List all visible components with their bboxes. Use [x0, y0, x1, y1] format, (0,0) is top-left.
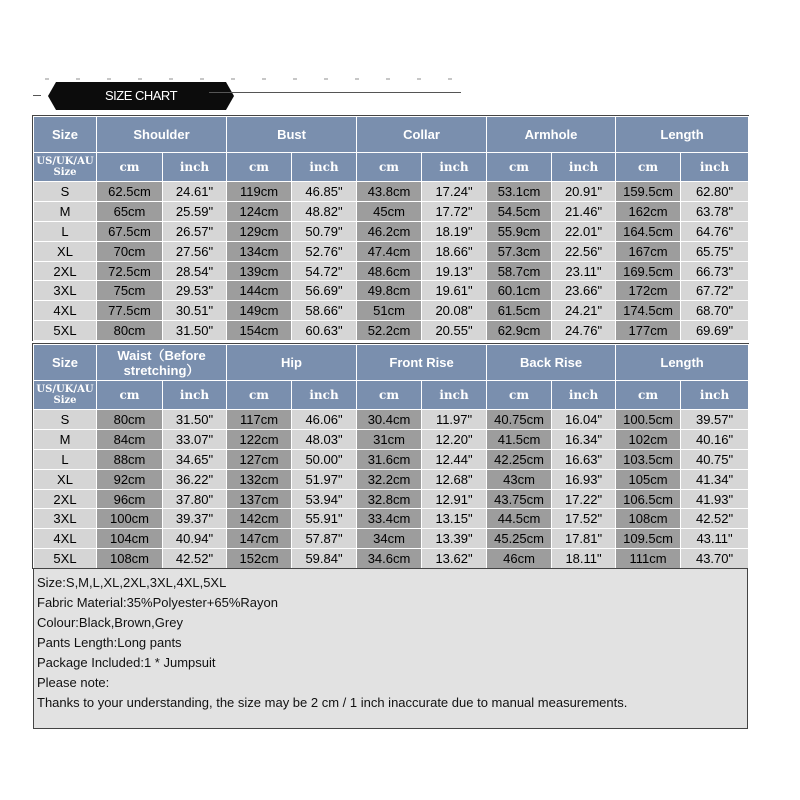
inch-value: 54.72": [292, 261, 357, 281]
inch-value: 63.78": [681, 201, 749, 221]
header-row: [34, 117, 749, 153]
group-header: Waist（Before stretching）: [97, 345, 227, 381]
note-line: Size:S,M,L,XL,2XL,3XL,4XL,5XL: [37, 575, 227, 590]
cm-value: 70cm: [97, 241, 163, 261]
cm-value: 48.6cm: [357, 261, 422, 281]
inch-value: 65.75": [681, 241, 749, 261]
inch-value: 18.11": [552, 549, 616, 569]
cm-value: 108cm: [616, 509, 681, 529]
inch-value: 69.69": [681, 321, 749, 341]
size-cell: M: [34, 201, 97, 221]
inch-value: 24.21": [552, 301, 616, 321]
table-row: [34, 221, 749, 241]
inch-value: 29.53": [163, 281, 227, 301]
cm-value: 46cm: [487, 549, 552, 569]
size-cell: 3XL: [34, 509, 97, 529]
size-cell: 5XL: [34, 321, 97, 341]
cm-value: 134cm: [227, 241, 292, 261]
inch-value: 13.15": [422, 509, 487, 529]
title-right-line: [209, 92, 461, 93]
group-header: Shoulder: [97, 117, 227, 153]
inch-value: 46.85": [292, 182, 357, 202]
inch-value: 64.76": [681, 221, 749, 241]
unit-label-cm: cm: [357, 381, 422, 410]
inch-value: 21.46": [552, 201, 616, 221]
table-row: [34, 301, 749, 321]
size-header: Size: [34, 117, 97, 153]
cm-value: 77.5cm: [97, 301, 163, 321]
table-row: [34, 410, 749, 430]
cm-value: 53.1cm: [487, 182, 552, 202]
table-row: [34, 241, 749, 261]
table-row: [34, 549, 749, 569]
inch-value: 31.50": [163, 410, 227, 430]
size-cell: 2XL: [34, 261, 97, 281]
note-line: Thanks to your understanding, the size may be 2 cm / 1 inch inaccurate due to manual measurements.: [37, 695, 628, 710]
cm-value: 96cm: [97, 489, 163, 509]
cm-value: 60.1cm: [487, 281, 552, 301]
cm-value: 45cm: [357, 201, 422, 221]
cm-value: 43cm: [487, 469, 552, 489]
inch-value: 12.20": [422, 429, 487, 449]
unit-label-inch: inch: [681, 381, 749, 410]
table-row: [34, 429, 749, 449]
inch-value: 31.50": [163, 321, 227, 341]
inch-value: 22.56": [552, 241, 616, 261]
inch-value: 27.56": [163, 241, 227, 261]
group-header: Length: [616, 345, 749, 381]
inch-value: 41.93": [681, 489, 749, 509]
inch-value: 17.81": [552, 529, 616, 549]
inch-value: 48.82": [292, 201, 357, 221]
inch-value: 50.79": [292, 221, 357, 241]
group-header: Hip: [227, 345, 357, 381]
group-header: Armhole: [487, 117, 616, 153]
inch-value: 40.94": [163, 529, 227, 549]
inch-value: 42.52": [681, 509, 749, 529]
cm-value: 31cm: [357, 429, 422, 449]
cm-value: 103.5cm: [616, 449, 681, 469]
inch-value: 55.91": [292, 509, 357, 529]
cm-value: 72.5cm: [97, 261, 163, 281]
inch-value: 18.66": [422, 241, 487, 261]
size-system-header: US/UK/AU Size: [34, 381, 97, 410]
cm-value: 111cm: [616, 549, 681, 569]
header-row: [34, 345, 749, 381]
group-header: Bust: [227, 117, 357, 153]
inch-value: 12.68": [422, 469, 487, 489]
cm-value: 144cm: [227, 281, 292, 301]
inch-value: 17.22": [552, 489, 616, 509]
cm-value: 127cm: [227, 449, 292, 469]
unit-label-cm: cm: [487, 153, 552, 182]
title-left-line: [33, 95, 41, 96]
cm-value: 43.75cm: [487, 489, 552, 509]
size-header: Size: [34, 345, 97, 381]
inch-value: 17.24": [422, 182, 487, 202]
cm-value: 132cm: [227, 469, 292, 489]
inch-value: 62.80": [681, 182, 749, 202]
inch-value: 40.16": [681, 429, 749, 449]
cm-value: 67.5cm: [97, 221, 163, 241]
cm-value: 45.25cm: [487, 529, 552, 549]
inch-value: 19.61": [422, 281, 487, 301]
table-row: [34, 261, 749, 281]
cm-value: 62.5cm: [97, 182, 163, 202]
cm-value: 154cm: [227, 321, 292, 341]
table-row: [34, 529, 749, 549]
cm-value: 164.5cm: [616, 221, 681, 241]
inch-value: 20.91": [552, 182, 616, 202]
cm-value: 75cm: [97, 281, 163, 301]
size-cell: 3XL: [34, 281, 97, 301]
inch-value: 66.73": [681, 261, 749, 281]
inch-value: 13.62": [422, 549, 487, 569]
size-cell: S: [34, 182, 97, 202]
inch-value: 50.00": [292, 449, 357, 469]
inch-value: 60.63": [292, 321, 357, 341]
cm-value: 31.6cm: [357, 449, 422, 469]
inch-value: 34.65": [163, 449, 227, 469]
cm-value: 167cm: [616, 241, 681, 261]
note-line: Please note:: [37, 675, 110, 690]
inch-value: 39.37": [163, 509, 227, 529]
size-cell: 4XL: [34, 301, 97, 321]
unit-row: [34, 381, 749, 410]
unit-label-inch: inch: [163, 153, 227, 182]
cm-value: 149cm: [227, 301, 292, 321]
inch-value: 56.69": [292, 281, 357, 301]
group-header: Length: [616, 117, 749, 153]
inch-value: 20.55": [422, 321, 487, 341]
cm-value: 106.5cm: [616, 489, 681, 509]
cm-value: 100cm: [97, 509, 163, 529]
inch-value: 48.03": [292, 429, 357, 449]
cm-value: 92cm: [97, 469, 163, 489]
cm-value: 104cm: [97, 529, 163, 549]
unit-label-cm: cm: [357, 153, 422, 182]
size-cell: XL: [34, 469, 97, 489]
inch-value: 12.91": [422, 489, 487, 509]
cm-value: 147cm: [227, 529, 292, 549]
title-badge: [56, 82, 226, 110]
unit-label-cm: cm: [227, 381, 292, 410]
cm-value: 51cm: [357, 301, 422, 321]
inch-value: 18.19": [422, 221, 487, 241]
unit-label-cm: cm: [227, 153, 292, 182]
table-row: [34, 281, 749, 301]
inch-value: 24.76": [552, 321, 616, 341]
inch-value: 25.59": [163, 201, 227, 221]
unit-label-inch: inch: [552, 381, 616, 410]
table-row: [34, 509, 749, 529]
size-cell: L: [34, 221, 97, 241]
unit-label-cm: cm: [97, 381, 163, 410]
table-row: [34, 201, 749, 221]
inch-value: 26.57": [163, 221, 227, 241]
cm-value: 57.3cm: [487, 241, 552, 261]
cm-value: 169.5cm: [616, 261, 681, 281]
cm-value: 32.2cm: [357, 469, 422, 489]
cm-value: 139cm: [227, 261, 292, 281]
inch-value: 52.76": [292, 241, 357, 261]
cm-value: 47.4cm: [357, 241, 422, 261]
cm-value: 34.6cm: [357, 549, 422, 569]
cm-value: 84cm: [97, 429, 163, 449]
inch-value: 16.63": [552, 449, 616, 469]
inch-value: 43.70": [681, 549, 749, 569]
inch-value: 17.52": [552, 509, 616, 529]
inch-value: 16.04": [552, 410, 616, 430]
cm-value: 102cm: [616, 429, 681, 449]
table-row: [34, 489, 749, 509]
inch-value: 33.07": [163, 429, 227, 449]
unit-label-inch: inch: [422, 153, 487, 182]
cm-value: 54.5cm: [487, 201, 552, 221]
cm-value: 108cm: [97, 549, 163, 569]
cm-value: 80cm: [97, 410, 163, 430]
inch-value: 19.13": [422, 261, 487, 281]
inch-value: 36.22": [163, 469, 227, 489]
size-cell: M: [34, 429, 97, 449]
group-header: Collar: [357, 117, 487, 153]
inch-value: 24.61": [163, 182, 227, 202]
inch-value: 58.66": [292, 301, 357, 321]
cm-value: 55.9cm: [487, 221, 552, 241]
cm-value: 122cm: [227, 429, 292, 449]
inch-value: 13.39": [422, 529, 487, 549]
inch-value: 68.70": [681, 301, 749, 321]
size-cell: 5XL: [34, 549, 97, 569]
cm-value: 33.4cm: [357, 509, 422, 529]
cm-value: 142cm: [227, 509, 292, 529]
inch-value: 59.84": [292, 549, 357, 569]
cm-value: 32.8cm: [357, 489, 422, 509]
cm-value: 49.8cm: [357, 281, 422, 301]
unit-label-inch: inch: [163, 381, 227, 410]
cm-value: 105cm: [616, 469, 681, 489]
unit-label-inch: inch: [292, 381, 357, 410]
cm-value: 42.25cm: [487, 449, 552, 469]
bottom-size-table: [33, 344, 749, 569]
cm-value: 117cm: [227, 410, 292, 430]
inch-value: 51.97": [292, 469, 357, 489]
unit-label-cm: cm: [616, 153, 681, 182]
table-row: [34, 449, 749, 469]
inch-value: 42.52": [163, 549, 227, 569]
inch-value: 37.80": [163, 489, 227, 509]
cm-value: 65cm: [97, 201, 163, 221]
note-line: Package Included:1 * Jumpsuit: [37, 655, 216, 670]
table-row: [34, 182, 749, 202]
inch-value: 23.66": [552, 281, 616, 301]
cm-value: 100.5cm: [616, 410, 681, 430]
cm-value: 40.75cm: [487, 410, 552, 430]
cm-value: 44.5cm: [487, 509, 552, 529]
cm-value: 41.5cm: [487, 429, 552, 449]
cm-value: 30.4cm: [357, 410, 422, 430]
inch-value: 12.44": [422, 449, 487, 469]
cm-value: 109.5cm: [616, 529, 681, 549]
inch-value: 53.94": [292, 489, 357, 509]
unit-label-inch: inch: [422, 381, 487, 410]
unit-label-inch: inch: [681, 153, 749, 182]
inch-value: 39.57": [681, 410, 749, 430]
inch-value: 30.51": [163, 301, 227, 321]
inch-value: 16.93": [552, 469, 616, 489]
top-size-table: [33, 116, 749, 341]
size-cell: S: [34, 410, 97, 430]
table-row: [34, 469, 749, 489]
cm-value: 34cm: [357, 529, 422, 549]
inch-value: 40.75": [681, 449, 749, 469]
group-header: Front Rise: [357, 345, 487, 381]
cm-value: 152cm: [227, 549, 292, 569]
unit-row: [34, 153, 749, 182]
inch-value: 22.01": [552, 221, 616, 241]
unit-label-inch: inch: [552, 153, 616, 182]
size-cell: L: [34, 449, 97, 469]
inch-value: 17.72": [422, 201, 487, 221]
cm-value: 177cm: [616, 321, 681, 341]
inch-value: 20.08": [422, 301, 487, 321]
inch-value: 23.11": [552, 261, 616, 281]
inch-value: 43.11": [681, 529, 749, 549]
inch-value: 41.34": [681, 469, 749, 489]
cm-value: 162cm: [616, 201, 681, 221]
size-chart-title-bar: [33, 80, 461, 114]
size-system-header: US/UK/AU Size: [34, 153, 97, 182]
size-cell: XL: [34, 241, 97, 261]
inch-value: 67.72": [681, 281, 749, 301]
cm-value: 172cm: [616, 281, 681, 301]
cm-value: 52.2cm: [357, 321, 422, 341]
inch-value: 28.54": [163, 261, 227, 281]
cm-value: 124cm: [227, 201, 292, 221]
note-line: Colour:Black,Brown,Grey: [37, 615, 183, 630]
cm-value: 88cm: [97, 449, 163, 469]
cm-value: 58.7cm: [487, 261, 552, 281]
size-cell: 4XL: [34, 529, 97, 549]
inch-value: 16.34": [552, 429, 616, 449]
cm-value: 80cm: [97, 321, 163, 341]
inch-value: 11.97": [422, 410, 487, 430]
table-row: [34, 321, 749, 341]
size-cell: 2XL: [34, 489, 97, 509]
cm-value: 129cm: [227, 221, 292, 241]
cm-value: 46.2cm: [357, 221, 422, 241]
inch-value: 57.87": [292, 529, 357, 549]
product-notes: [33, 568, 748, 729]
inch-value: 46.06": [292, 410, 357, 430]
cm-value: 174.5cm: [616, 301, 681, 321]
note-line: Pants Length:Long pants: [37, 635, 182, 650]
unit-label-cm: cm: [97, 153, 163, 182]
page-title: SIZE CHART: [104, 88, 178, 103]
cm-value: 61.5cm: [487, 301, 552, 321]
unit-label-cm: cm: [616, 381, 681, 410]
cm-value: 43.8cm: [357, 182, 422, 202]
cm-value: 137cm: [227, 489, 292, 509]
group-header: Back Rise: [487, 345, 616, 381]
unit-label-cm: cm: [487, 381, 552, 410]
cm-value: 159.5cm: [616, 182, 681, 202]
cm-value: 119cm: [227, 182, 292, 202]
note-line: Fabric Material:35%Polyester+65%Rayon: [37, 595, 278, 610]
cm-value: 62.9cm: [487, 321, 552, 341]
unit-label-inch: inch: [292, 153, 357, 182]
